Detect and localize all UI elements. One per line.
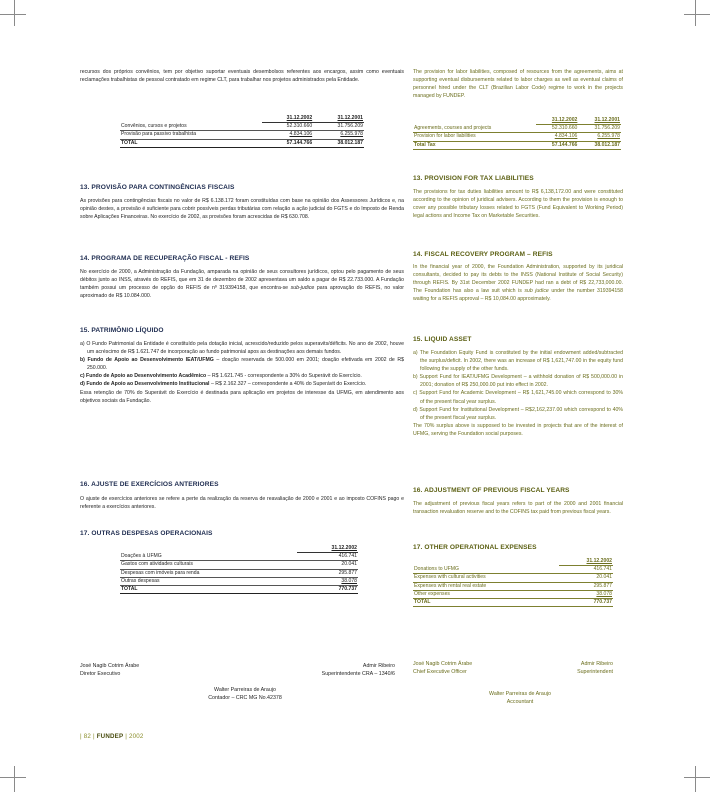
row-label: Convênios, cursos e projetos [120, 123, 262, 131]
table-header-blank [413, 558, 559, 566]
en-section-15-item-a: a) The Foundation Equity Fund is constituted by the initial endowment added/subtracted the surplus/deficit. In 2002, there was an increase of R$ 1,621,747.00 in the equity fund following the supply of the other funds. [413, 350, 623, 373]
page-number: 82 [83, 733, 92, 740]
row-label: TOTAL [413, 599, 559, 607]
pt-section-14-italic: sub-judice [290, 285, 315, 292]
table-header-row [120, 115, 364, 123]
row-label: Agreements, courses and projects [413, 125, 536, 133]
row-label: Total Tax [413, 141, 536, 149]
table-row [120, 577, 358, 585]
table-row [120, 123, 364, 131]
en-section-15-closing: The 70% surplus above is supposed to be invested in projects that are of the interest of UFMG, serving the Foundation social purposes. [413, 422, 623, 437]
pt-intro-paragraph: recursos dos próprios convênios, tem por objetivo suportar eventuais desembolsos referentes aos encargos, assim como eventuais reclamações trabalhistas de pessoal contratado em regime CLT, para trabalhar nos projetos administrados pela Entidade. [80, 69, 404, 84]
row-label: Outras despesas [120, 577, 297, 585]
row-value-2001: 6.255.978 [313, 131, 364, 139]
table-header-2001: 31.12.2001 [578, 117, 621, 125]
pt-expenses-table [120, 545, 358, 594]
signature-role: Contador – CRC MG No.42378 [208, 695, 282, 701]
en-section-15-item-d: d) Support Fund for Institutional Development – R$2,162,237.00 which correspond to 40% of the present fiscal year surplus. [413, 406, 623, 421]
pt-section-14-text-a: No exercício de 2000, a Administração da Fundação, amparada na opinião de seus consultores jurídicos, optou pelo pagamento de seus débitos junto ao INSS, através do REFIS, que em 31 de dezembro de 2002 apresentava um saldo a pagar de R$ 22.733.000. A Fundação também possui um processo de opção do REFIS de nº 319394158, que encontra-se [80, 269, 404, 292]
signature-name: José Nagib Cotrim Árabe [413, 661, 473, 667]
table-row [413, 125, 621, 133]
pt-signature-superintendent [300, 662, 395, 678]
crop-mark-top-left-h [0, 14, 26, 15]
pt-section-15-body [80, 340, 404, 405]
pt-section-14-body [80, 268, 404, 300]
pt-section-17-title: 17. OUTRAS DESPESAS OPERACIONAIS [80, 530, 213, 537]
en-section-15-title: 15. LIQUID ASSET [413, 336, 472, 343]
pt-section-15-closing: Essa retenção de 70% do Superávit do Exercício é destinada para aplicação em projetos de interesse da UFMG, em atendimento aos objetivos sociais da Fundação. [80, 389, 404, 404]
pt-item-d-label: d) Fundo de Apoio ao Desenvolvimento Institucional [80, 381, 210, 388]
table-total-row [120, 139, 364, 147]
row-value: 38.078 [297, 577, 358, 585]
row-label: Gastos com atividades culturais [120, 561, 297, 569]
row-value: 295.877 [559, 582, 613, 590]
row-value-2002: 52.310.660 [262, 123, 313, 131]
en-section-14-body [413, 263, 623, 303]
row-label: Other expenses [413, 590, 559, 598]
signature-role: Superintendente CRA – 1340/6 [321, 671, 395, 677]
pt-signature-accountant [190, 686, 300, 702]
pt-section-15-item-d [80, 380, 404, 388]
row-value-2002: 52.310.660 [536, 125, 579, 133]
crop-mark-top-right-h [684, 14, 710, 15]
crop-mark-bottom-left-v [14, 766, 15, 792]
signature-name: Walter Parreiras de Araujo [489, 691, 551, 697]
row-label: Despesas com imóveis para renda [120, 569, 297, 577]
row-value-2001: 31.756.209 [313, 123, 364, 131]
en-section-15-item-b: b) Support Fund for IEAT/UFMG Development – a withhold donation of R$ 500,000.00 in 2001; donation of R$ 250,000.00 put into effect in 2002. [413, 374, 623, 389]
en-section-16-title: 16. ADJUSTMENT OF PREVIOUS FISCAL YEARS [413, 487, 570, 494]
table-header-row [413, 117, 621, 125]
en-section-16-body: The adjustment of previous fiscal years refers to part of the 2000 and 2001 financial transaction revaluation reserve and to the COFINS tax paid from previous fiscal years. [413, 501, 623, 516]
row-label: Provision for labor liabilities [413, 133, 536, 141]
pt-section-13-title: 13. PROVISÃO PARA CONTINGÊNCIAS FISCAIS [80, 184, 235, 191]
row-value: 20.041 [297, 561, 358, 569]
en-intro-paragraph: The provision for labor liabilities, composed of resources from the agreements, aims at supporting eventual disbursements related to labor charges as well as eventual claims of personnel hired under the CLT (Brazilian Labor Code) regime to work in the projects managed by FUNDEP. [413, 69, 623, 100]
table-row [413, 590, 613, 598]
table-row [413, 133, 621, 141]
en-section-13-title: 13. PROVISION FOR TAX LIABILITIES [413, 175, 534, 182]
row-label: Expenses with cultural activities [413, 574, 559, 582]
row-value: 38.078 [559, 590, 613, 598]
signature-role: Diretor Executivo [80, 671, 121, 677]
crop-mark-bottom-right-v [695, 766, 696, 792]
pt-section-14-text-b: para aprovação do REFIS, no valor aproximado de R$ 10.084.000. [80, 285, 404, 300]
row-value-2002: 57.144.766 [262, 139, 313, 147]
pt-item-d-text: – R$ 2.162.327 – correspondente a 40% do Superávit do Exercício. [209, 381, 367, 388]
en-signature-superintendent [540, 660, 613, 676]
row-value: 770.737 [297, 586, 358, 594]
signature-name: Walter Parreiras de Araujo [214, 687, 276, 693]
row-label: TOTAL [120, 586, 297, 594]
table-row [120, 553, 358, 561]
table-row [413, 574, 613, 582]
row-value: 20.041 [559, 574, 613, 582]
table-header-2002: 31.12.2002 [262, 115, 313, 123]
table-total-row [413, 599, 613, 607]
en-section-13-body: The provisions for tax duties liabilities amount to R$ 6,138,172.00 and were constituted according to the opinion of juridical advisers. According to them the provision is enough to cover any possible tributary losses related to FGTS (Fund Equivalent to Working Period) legal actions and Income Tax on Marketable Securities. [413, 189, 623, 220]
pt-section-15-title: 15. PATRIMÔNIO LÍQUIDO [80, 327, 164, 334]
en-section-15-body [413, 349, 623, 438]
table-row [413, 582, 613, 590]
footer-separator: | [92, 733, 95, 740]
table-header-2002: 31.12.2002 [297, 545, 358, 553]
en-expenses-table [413, 558, 613, 607]
table-total-row [413, 141, 621, 149]
row-label: Provisão para passivo trabalhista [120, 131, 262, 139]
row-label: Expenses with rental real estate [413, 582, 559, 590]
en-section-17-title: 17. OTHER OPERATIONAL EXPENSES [413, 544, 537, 551]
row-value-2001: 31.756.209 [578, 125, 621, 133]
signature-role: Chief Executive Officer [413, 669, 467, 675]
signature-role: Superintendent [577, 669, 613, 675]
crop-mark-top-right-v [695, 0, 696, 26]
row-value-2002: 4.834.106 [536, 133, 579, 141]
row-label: Doações à UFMG [120, 553, 297, 561]
footer-separator: | [125, 733, 128, 740]
row-label: Donations to UFMG [413, 566, 559, 574]
row-value-2002: 57.144.766 [536, 141, 579, 149]
row-value-2002: 4.834.106 [262, 131, 313, 139]
pt-item-c-label: c) Fundo de Apoio ao Desenvolvimento Acadêmico [80, 373, 207, 380]
table-header-blank [120, 545, 297, 553]
pt-section-15-item-c [80, 372, 404, 380]
row-value-2001: 6.255.978 [578, 133, 621, 141]
pt-item-b-label: b) Fundo de Apoio ao Desenvolvimento IEAT/UFMG [80, 357, 214, 364]
en-section-15-item-c: c) Support Fund for Academic Development – R$ 1,621,745.00 which correspond to 30% of the present fiscal year surplus. [413, 390, 623, 405]
en-section-14-italic: sub judice [524, 288, 549, 295]
pt-signature-director [80, 662, 139, 678]
pt-section-14-title: 14. PROGRAMA DE RECUPERAÇÃO FISCAL - REFIS [80, 255, 250, 262]
table-row [120, 561, 358, 569]
crop-mark-bottom-left-h [0, 777, 26, 778]
table-header-row [120, 545, 358, 553]
row-value-2001: 38.012.187 [313, 139, 364, 147]
table-row [413, 566, 613, 574]
footer-separator: | [80, 733, 82, 740]
table-header-blank [120, 115, 262, 123]
pt-provision-table [120, 115, 364, 148]
signature-name: Admir Ribeiro [580, 661, 613, 667]
table-row [120, 131, 364, 139]
en-section-14-title: 14. FISCAL RECOVERY PROGRAM – REFIS [413, 251, 553, 258]
table-total-row [120, 586, 358, 594]
pt-section-16-title: 16. AJUSTE DE EXERCÍCIOS ANTERIORES [80, 481, 219, 488]
table-row [120, 569, 358, 577]
signature-role: Accountant [506, 699, 534, 705]
signature-name: José Nagib Cotrim Árabe [80, 663, 140, 669]
row-value: 416.741 [559, 566, 613, 574]
pt-section-16-body: O ajuste de exercícios anteriores se refere a perte da realização da reserva de reavaliação de 2000 e 2001 e ao imposto COFINS pago e referente a exercícios anteriores. [80, 496, 404, 511]
table-header-2002: 31.12.2002 [536, 117, 579, 125]
page-footer [80, 733, 144, 740]
en-signature-accountant [470, 690, 570, 706]
row-value: 295.877 [297, 569, 358, 577]
en-section-14-text-a: In the financial year of 2000, the Foundation Administration, supported by its juridical consultants, decided to pay its debts to the INSS (National Institute of Social Security) through REFIS. By 31st December 2002 FUNDEP had ran a debt of R$ 22,733,000.00. The Foundation has also a law suit which is [413, 264, 623, 295]
en-signature-ceo [413, 660, 472, 676]
crop-mark-top-left-v [14, 0, 15, 26]
en-provision-table [413, 117, 621, 150]
en-section-14-text-b: under the number 319394158 waiting for a REFIS approval – R$ 10,084.00 approximately. [413, 288, 624, 303]
pt-item-b-text: – doação reservada de 500.000 em 2001; doação efetivada em 2002 de R$ 250.000. [87, 357, 405, 372]
footer-organization: FUNDEP [96, 733, 124, 740]
crop-mark-bottom-right-h [684, 777, 710, 778]
table-header-blank [413, 117, 536, 125]
pt-section-15-item-a: a) O Fundo Patrimonial da Entidade é constituído pela dotação inicial, acrescido/reduzido pelos superavits/déficits. No ano de 2002, houve um acréscimo de R$ 1.621.747 de incorporação ao fundo patrimonial apos as destinações aos demais fundos. [80, 341, 404, 356]
table-header-2002: 31.12.2002 [559, 558, 613, 566]
signature-name: Admir Ribeiro [362, 663, 395, 669]
row-value-2001: 38.012.187 [578, 141, 621, 149]
table-header-2001: 31.12.2001 [313, 115, 364, 123]
pt-section-13-body: As provisões para contingências fiscais no valor de R$ 6.138.172 foram constituídas com base na opinião dos Assessores Jurídicos e, na opinião destes, a provisão é suficiente para cobrir possíveis perdas tributárias com relação a ação judicial do FGTS e do Imposto de Renda sobre Aplicações Financeiras. No exercício de 2002, as provisões foram acrescidas de R$ 630.708. [80, 198, 404, 221]
row-value: 770.737 [559, 599, 613, 607]
footer-year: 2002 [128, 733, 144, 740]
table-header-row [413, 558, 613, 566]
row-label: TOTAL [120, 139, 262, 147]
row-value: 416.741 [297, 553, 358, 561]
pt-section-15-item-b [80, 356, 404, 372]
pt-item-c-text: – R$ 1.621.745 - correspondente a 30% do Superávit do Exercício. [206, 373, 362, 380]
